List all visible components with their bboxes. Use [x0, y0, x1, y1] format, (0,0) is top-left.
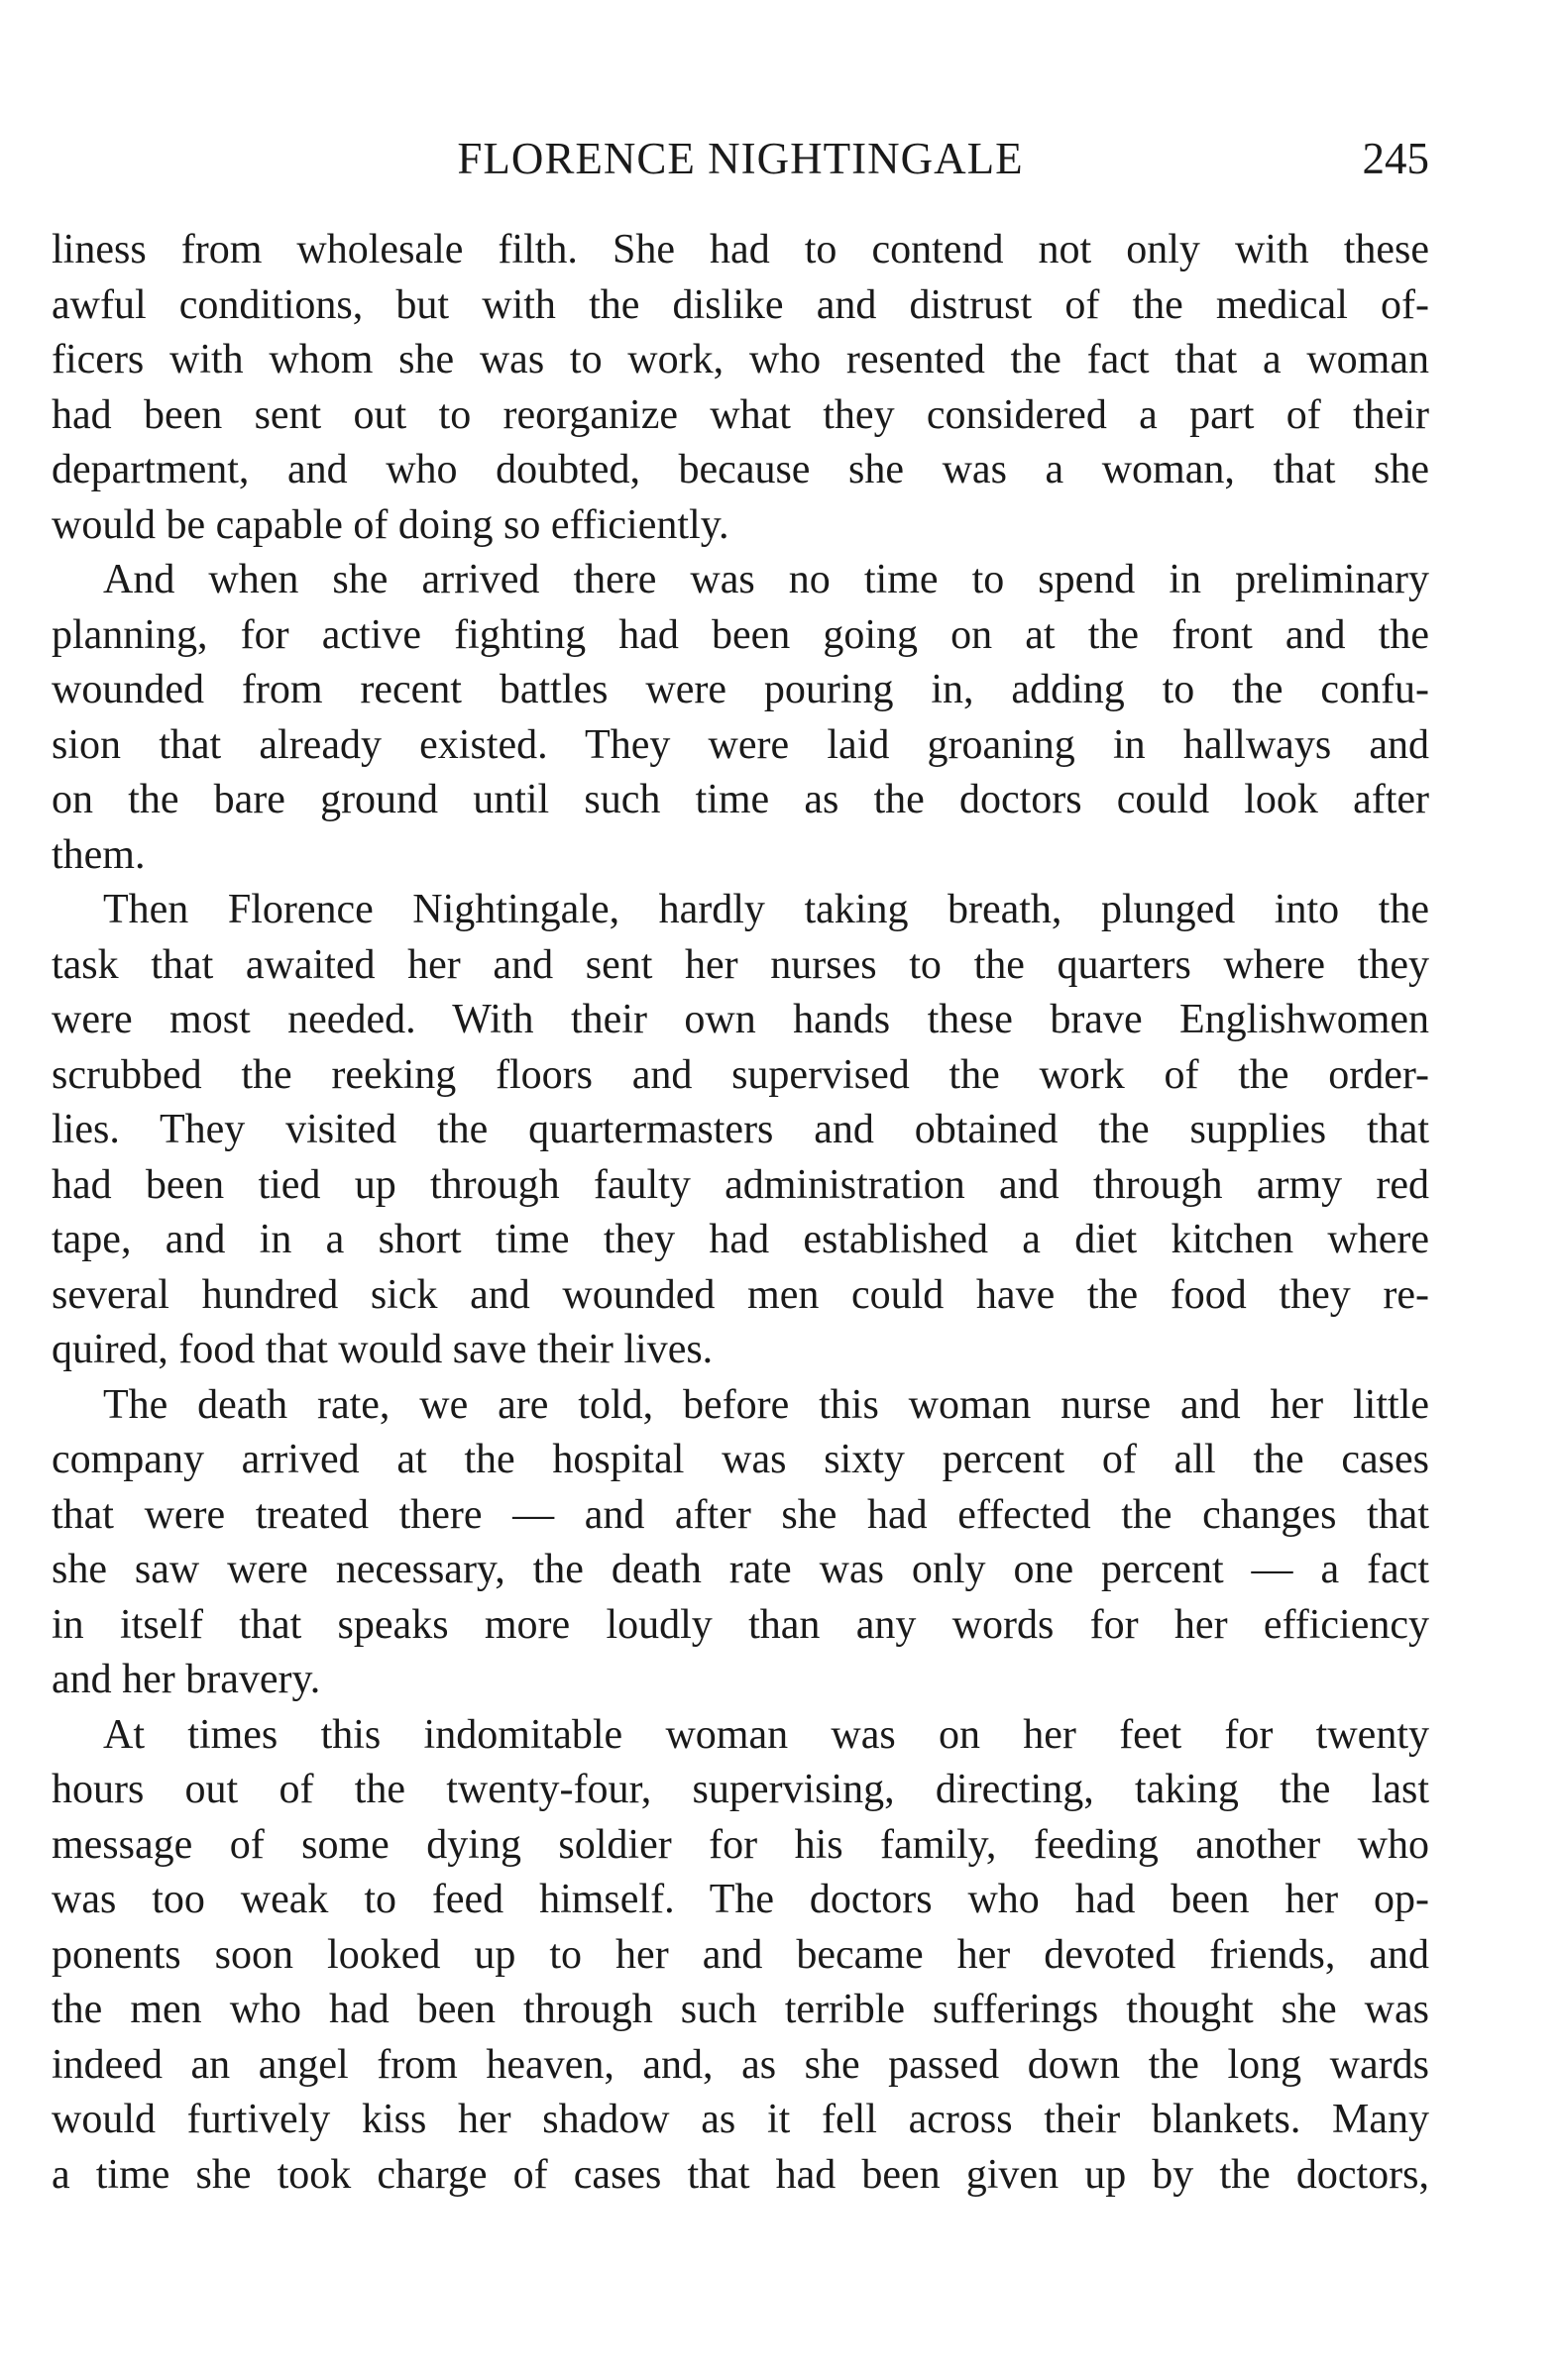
- text-line: the men who had been through such terrible sufferings thought she was: [52, 1987, 1429, 2032]
- text-line: them.: [52, 831, 146, 878]
- body-text: [52, 223, 1429, 2203]
- text-line: quired, food that would save their lives.: [52, 1327, 714, 1372]
- text-line: planning, for active fighting had been going on at the front and the: [52, 611, 1429, 658]
- text-line: hours out of the twenty-four, supervising, directing, taking the last: [52, 1767, 1429, 1812]
- text-line: several hundred sick and wounded men could have the food they re-: [52, 1271, 1429, 1318]
- text-line: At times this indomitable woman was on her feet for twenty: [103, 1711, 1429, 1758]
- text-line: And when she arrived there was no time to spend in preliminary: [103, 557, 1429, 602]
- text-line: were most needed. With their own hands these brave Englishwomen: [52, 997, 1429, 1042]
- running-title: FLORENCE NIGHTINGALE: [457, 134, 1024, 183]
- text-line: she saw were necessary, the death rate was only one percent — a fact: [52, 1547, 1429, 1592]
- text-line: ponents soon looked up to her and became her devoted friends, and: [52, 1931, 1429, 1978]
- text-line: in itself that speaks more loudly than any words for her efficiency: [52, 1601, 1429, 1648]
- text-line: wounded from recent battles were pouring in, adding to the confu-: [52, 667, 1429, 712]
- text-line: scrubbed the reeking floors and supervised the work of the order-: [52, 1051, 1429, 1098]
- text-line: company arrived at the hospital was sixty percent of all the cases: [52, 1437, 1429, 1482]
- text-line: was too weak to feed himself. The doctors who had been her op-: [52, 1877, 1429, 1922]
- text-line: liness from wholesale filth. She had to contend not only with these: [52, 227, 1429, 272]
- text-line: lies. They visited the quartermasters and obtained the supplies that: [52, 1107, 1429, 1152]
- text-line: a time she took charge of cases that had been given up by the doctors,: [52, 2151, 1429, 2198]
- text-line: message of some dying soldier for his family, feeding another who: [52, 1821, 1429, 1868]
- text-line: indeed an angel from heaven, and, as she passed down the long wards: [52, 2041, 1429, 2088]
- text-line: The death rate, we are told, before this woman nurse and her little: [103, 1381, 1429, 1428]
- text-line: would be capable of doing so efficiently.: [52, 501, 729, 548]
- text-line: sion that already existed. They were laid groaning in hallways and: [52, 721, 1429, 768]
- text-line: awful conditions, but with the dislike and distrust of the medical of-: [52, 281, 1429, 328]
- text-line: and her bravery.: [52, 1657, 321, 1702]
- text-line: had been tied up through faulty administration and through army red: [52, 1161, 1429, 1208]
- text-line: department, and who doubted, because she was a woman, that she: [52, 447, 1429, 492]
- text-line: that were treated there — and after she had effected the changes that: [52, 1491, 1429, 1538]
- text-line: had been sent out to reorganize what they considered a part of their: [52, 391, 1429, 438]
- text-line: tape, and in a short time they had established a diet kitchen where: [52, 1217, 1429, 1262]
- text-line: on the bare ground until such time as the doctors could look after: [52, 777, 1429, 822]
- running-head: [52, 129, 1429, 188]
- text-line: ficers with whom she was to work, who resented the fact that a woman: [52, 337, 1429, 382]
- page-number: 245: [1362, 134, 1429, 183]
- text-line: task that awaited her and sent her nurses to the quarters where they: [52, 941, 1429, 988]
- text-line: Then Florence Nightingale, hardly taking breath, plunged into the: [103, 887, 1429, 932]
- text-line: would furtively kiss her shadow as it fell across their blankets. Many: [52, 2097, 1429, 2142]
